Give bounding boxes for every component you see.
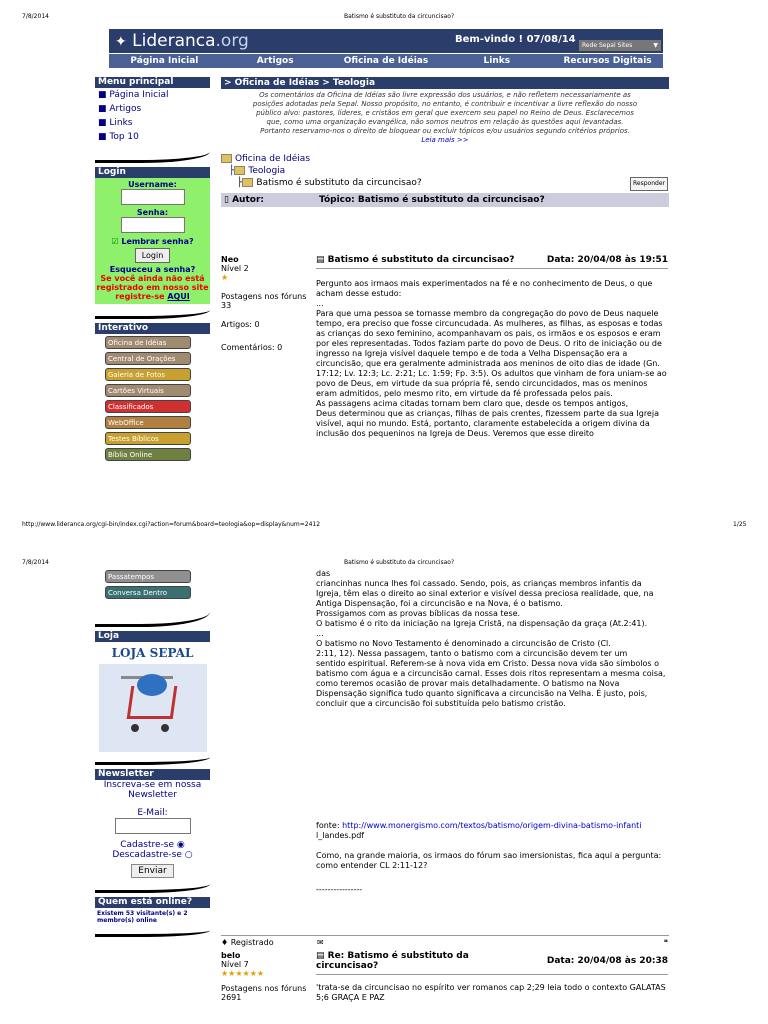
interactive-item[interactable]: Galeria de Fotos [105, 368, 191, 381]
unsubscribe-radio[interactable]: ○ [184, 850, 193, 860]
interactive-passatempos[interactable]: Passatempos [105, 570, 191, 583]
page-break [0, 530, 768, 556]
read-more-link[interactable]: Leia mais >> [421, 136, 469, 144]
online-text: Existem 53 visitante(s) e 2 membro(s) online [97, 910, 188, 924]
folder-icon [221, 154, 232, 163]
post-title: ▤ Batismo é substituto da circuncisao? [316, 255, 515, 265]
interactive-item[interactable]: Oficina de Idéias [105, 336, 191, 349]
topic-header: Tópico: Batismo é substituto da circuncisao? [319, 195, 545, 205]
site-logo[interactable]: ✦ Lideranca.org [115, 31, 249, 51]
post-text-cont: das criancinhas nunca lhes foi cassado. Sendo, pois, as crianças membros infantis da Igreja, têm elas o direito ao sinal exterior e visível dessa preciosa realidade, que, na Antiga Dispensação, foi a circuncisão e na Nova, é o batismo. Prossigamos com as provas bíblicas da nossa tese. O batismo é o rito da iniciação na Igreja Cristã, na dispensação da graça (At.2:41). ... O batismo no Novo Testamento é denominado a circuncisão de Cristo (Cl. 2:11, 12). Nessa passagem, tanto o batismo com a circuncisão devem ter um sentido espiritual. Referem-se à nova vida em Cristo. Dessa nova vida são símbolos o batismo com água e a circuncisão carnal. Esses dois ritos representam a mesma coisa, como teremos ocasião de provar mais detalhadamente. O batismo na Nova Dispensação significa tudo quanto significava a circuncisão na Velha. É justo, pois, concluir que a circuncisão foi substituída pelo batismo cristão. [316, 569, 666, 708]
folder-icon [242, 178, 253, 187]
menu-item-home[interactable]: ■ Página Inicial [98, 90, 169, 100]
profile-icon[interactable]: ✉ [317, 938, 324, 947]
post1-author: Neo Nível 2 ★ Postagens nos fóruns 33 Artigos: 0 Comentários: 0 [221, 255, 307, 352]
print-title: Batismo é substituto da circuncisao? [344, 13, 455, 20]
print-title-2: Batismo é substituto da circuncisao? [344, 559, 455, 566]
menu-title: Menu principal [95, 77, 210, 88]
password-input[interactable] [121, 217, 185, 233]
source-link[interactable]: http://www.monergismo.com/textos/batismo/origem-divina-batismo-infanti [342, 821, 642, 830]
author-name[interactable]: Neo [221, 255, 239, 264]
post1-footer: ♦ Registrado ✉ ❝ [221, 935, 669, 951]
post-source: fonte: http://www.monergismo.com/textos/batismo/origem-divina-batismo-infanti l_landes.pdf [316, 821, 642, 840]
interactive-list [95, 336, 210, 461]
post2-author: belo Nível 7 ★★★★★★ Postagens nos fóruns 2691 [221, 951, 307, 1002]
forum-notice: Os comentários da Oficina de Idéias são livre expressão dos usuários, e não refletem necessariamente as posições adotadas pela Sepal. Nosso propósito, no entanto, é contribuir e incentivar a livre reflexão do nosso público alvo: pastores, líderes, e cristãos em geral que exercem seu papel no Reino de Deus. Esclarecemos que, como uma organização evangélica, não somos neutros em relação às questões aqui levantadas. Portanto reservamo-nos o direito de bloquear ou excluir tópicos e/ou usuários segundo critérios próprios. Leia mais >> [252, 91, 638, 144]
print-date-2: 7/8/2014 [22, 559, 49, 566]
print-url: http://www.lideranca.org/cgi-bin/index.cgi?action=forum&board=teologia&op=display&num=2412 [22, 521, 321, 528]
shop-title: Loja [95, 631, 210, 642]
divider [95, 602, 210, 627]
divider [95, 304, 210, 319]
interactive-conversa[interactable]: Conversa Dentro [105, 586, 191, 599]
post-text: 'trata-se da circuncisao no espírito ver romanos cap 2;29 leia todo o contexto GALATAS 5;6 GRAÇA E PAZ [316, 983, 666, 1002]
newsletter-title: Newsletter [95, 769, 210, 780]
post-header-row [221, 193, 669, 207]
post-title: ▤ Re: Batismo é substituto da circuncisao? [316, 951, 469, 971]
welcome-text: Bem-vindo ! 07/08/14 [455, 34, 576, 45]
register-link[interactable]: AQUI [167, 292, 190, 301]
doc-icon: ▯ Autor: [224, 195, 264, 205]
nav-digital[interactable]: Recursos Digitais [563, 56, 652, 66]
online-title: Quem está online? [95, 897, 210, 908]
newsletter-box: Inscreva-se em nossa Newsletter E-Mail: Cadastre-se ◉ Descadastre-se ○ Enviar [103, 780, 202, 876]
nav-home[interactable]: Página Inicial [130, 56, 199, 66]
author-name[interactable]: belo [221, 951, 241, 960]
divider [95, 752, 210, 765]
logo-icon: ✦ [115, 34, 127, 50]
post2-body [316, 951, 668, 1003]
post1-body [316, 255, 668, 511]
interactive-item[interactable]: Testes Bíblicos [105, 432, 191, 445]
interactive-item[interactable]: Central de Orações [105, 352, 191, 365]
menu-item-articles[interactable]: ■ Artigos [98, 104, 142, 114]
main-content [221, 77, 669, 207]
remember-checkbox[interactable]: ☑ [111, 237, 119, 246]
post1-body-cont [316, 569, 668, 895]
main-nav [109, 54, 663, 68]
login-box: Username: Senha: ☑ Lembrar senha? Login Esqueceu a senha? Se você ainda não está registrado em nosso site registre-se AQUI [95, 178, 210, 304]
quote-icon[interactable]: ❝ [663, 938, 668, 947]
interactive-item[interactable]: WebOffice [105, 416, 191, 429]
nav-ideas[interactable]: Oficina de Idéias [343, 56, 429, 66]
reply-button[interactable]: Responder [630, 177, 668, 191]
post-text: Pergunto aos irmaos mais experimentados na fé e no conhecimento de Deus, o que acham desse estudo: ... Para que uma pessoa se tornasse membro da congregação do povo de Deus naquele tempo, era preciso que fosse circuncudada. As mulheres, as filhas, as esposas e todas as crianças do sexo feminino, acompanhavam os pais, os irmãos e os esposos e eram por eles representadas. Todos faziam parte do povo de Deus. O rito de iniciação ou de ingresso na Igreja visível daquele tempo e de toda a Velha Dispensação era a circuncisão, que era geralmente administrada aos meninos de oito dias de idade (Gn. 17:12; Lv. 12:3; Lc. 2:21; Lc. 1:59; Fp. 3:5). Os adultos que vinham de fora uniam-se ao povo de Deus, em virtude da sua própria fé, sendo circuncidados, mas os meninos eram admitidos, pelo mesmo rito, em virtude da fé professada pelos pais. As passagens acima citadas tornam bem claro que, desde os tempos antigos, Deus determinou que as crianças, filhas de pais crentes, fizessem parte da sua Igreja visível, aqui no mundo. Está, portanto, claramente estabelecida a origem divina da inclusão dos pequeninos na Igreja de Deus. Veremos que esse direito [316, 279, 667, 438]
star-icon: ★★★★★★ [221, 969, 265, 978]
nav-links[interactable]: Links [483, 56, 511, 66]
divider [95, 926, 210, 937]
sidebar [95, 77, 210, 464]
forgot-link[interactable]: Esqueceu a senha? [109, 265, 196, 274]
email-field[interactable] [115, 818, 191, 834]
print-page: 1/25 [733, 521, 747, 528]
interactive-item[interactable]: Bíblia Online [105, 448, 191, 461]
shop-name[interactable]: LOJA SEPAL [111, 646, 194, 660]
registered-icon: ♦ [221, 938, 229, 947]
post-date: Data: 20/04/08 às 20:38 [546, 956, 668, 966]
network-select[interactable]: Rede Sepal Sites ▼ [579, 40, 661, 51]
main-menu [95, 88, 210, 144]
username-input[interactable] [121, 189, 185, 205]
folder-icon [234, 166, 245, 175]
tree-topic[interactable]: ├ Batismo é substituto da circuncisao? Responder [221, 177, 669, 189]
login-button[interactable]: Login [135, 248, 171, 263]
site-header [109, 29, 663, 53]
divider [95, 878, 210, 893]
interactive-item[interactable]: Classificados [105, 400, 191, 413]
breadcrumb: > Oficina de Idéias > Teologia [221, 77, 669, 89]
send-button[interactable]: Enviar [131, 864, 173, 878]
nav-articles[interactable]: Artigos [256, 56, 294, 66]
subscribe-radio[interactable]: ◉ [176, 840, 185, 850]
tree-forum[interactable]: Oficina de Idéias [221, 153, 669, 165]
closing-question: Como, na grande maioria, os irmaos do fórum sao imersionistas, fica aqui a pergunta: como entender CL 2:11-12? [316, 851, 662, 870]
register-text: Se você ainda não está registrado em nosso site registre-se AQUI [96, 274, 209, 301]
menu-item-links[interactable]: ■ Links [98, 118, 133, 128]
interactive-item[interactable]: Cartões Virtuais [105, 384, 191, 397]
separator-text: ---------------- [316, 885, 363, 894]
print-date: 7/8/2014 [22, 13, 49, 20]
post-date: Data: 20/04/08 às 19:51 [546, 255, 668, 265]
chevron-down-icon: ▼ [653, 42, 658, 49]
menu-item-top10[interactable]: ■ Top 10 [98, 132, 139, 142]
interactive-title: Interativo [95, 323, 210, 334]
star-icon: ★ [221, 273, 229, 282]
shopping-cart-icon[interactable] [99, 664, 207, 752]
tree-board[interactable]: ├ Teologia [229, 166, 286, 176]
divider [95, 144, 210, 163]
login-title: Login [95, 167, 210, 178]
thread-tree [221, 153, 669, 189]
sidebar-page2 [95, 568, 210, 941]
